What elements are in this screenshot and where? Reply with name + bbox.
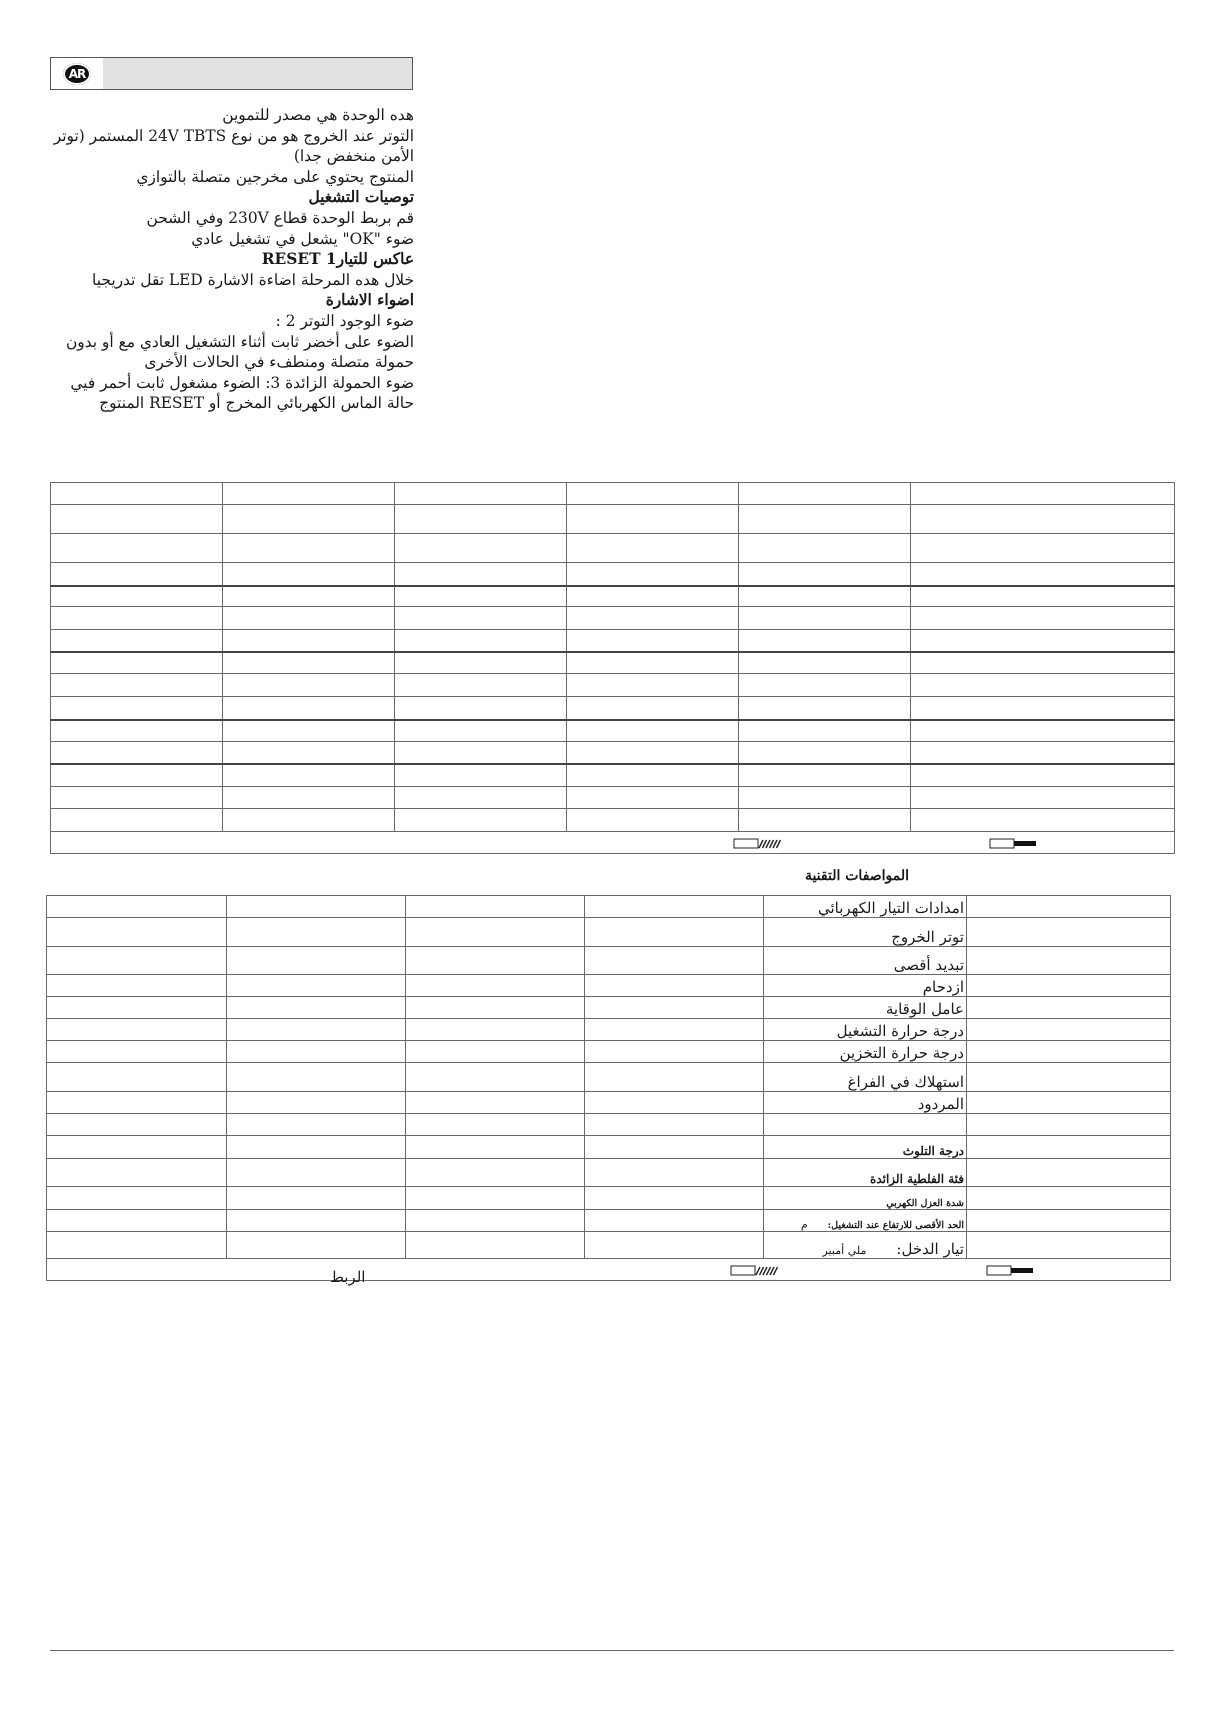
intro-line: ضوء الوجود التوتر 2 : (275, 311, 414, 330)
table-cell (911, 720, 1175, 742)
spec-value-cell (585, 1232, 764, 1259)
spec-label-text: شدة العزل الكهربي (886, 1198, 964, 1209)
intro-line: حالة الماس الكهربائي المخرج أو RESET المنتوج (99, 394, 414, 413)
table-row (51, 720, 1175, 742)
spec-value-cell (406, 975, 585, 997)
intro-line: الأمن منخفض جدا) (293, 147, 414, 166)
table-row (51, 607, 1175, 630)
spec-value-cell (406, 1232, 585, 1259)
table-cell (51, 809, 223, 832)
spec-label (764, 1232, 967, 1259)
table-cell (567, 630, 739, 652)
table-cell (739, 563, 911, 586)
spec-label (764, 975, 967, 997)
spec-value-cell (47, 947, 227, 975)
intro-line: المنتوج يحتوي على مخرجين متصلة بالتوازي (136, 167, 414, 186)
spec-value-cell (227, 1019, 406, 1041)
spec-value-cell (585, 1187, 764, 1210)
spec-value-cell (585, 1114, 764, 1136)
table-cell (739, 505, 911, 534)
spec-label (764, 896, 967, 918)
table-cell (739, 652, 911, 674)
spec-footer-row (47, 1259, 1171, 1281)
spec-row (47, 1159, 1171, 1187)
spec-value-cell (406, 1136, 585, 1159)
table-cell (223, 586, 395, 607)
spec-value-cell (47, 1114, 227, 1136)
spec-label (764, 918, 967, 947)
spec-value-cell (585, 1092, 764, 1114)
table-cell (51, 764, 223, 787)
spec-row (47, 1114, 1171, 1136)
table-cell (911, 742, 1175, 764)
spec-value-cell (585, 1019, 764, 1041)
technical-specs-title: المواصفات التقنية (804, 868, 910, 884)
table-cell (395, 697, 567, 720)
table-cell (223, 505, 395, 534)
spec-value-cell (967, 1019, 1171, 1041)
spec-row (47, 1092, 1171, 1114)
spec-value-cell (585, 918, 764, 947)
spec-row (47, 1232, 1171, 1259)
table-row (51, 534, 1175, 563)
spec-value-cell (47, 1019, 227, 1041)
spec-value-cell (406, 1187, 585, 1210)
language-badge-cell (51, 58, 103, 89)
spec-label-text: تيار الدخل: (896, 1240, 964, 1258)
spec-value-cell (227, 1232, 406, 1259)
spec-row (47, 947, 1171, 975)
spec-label (764, 1159, 967, 1187)
table-cell (395, 720, 567, 742)
spec-label-text: امدادات التيار الكهربائي (818, 899, 964, 917)
spec-value-cell (47, 1136, 227, 1159)
table-cell (567, 607, 739, 630)
technical-specs-table (46, 895, 1171, 1281)
spec-value-cell (227, 1092, 406, 1114)
table-cell (739, 787, 911, 809)
spec-value-cell (967, 1159, 1171, 1187)
table-cell (51, 720, 223, 742)
spec-value-cell (585, 975, 764, 997)
spec-value-cell (227, 1159, 406, 1187)
spec-value-cell (967, 1041, 1171, 1063)
spec-label-text: استهلاك في الفراغ (847, 1073, 964, 1091)
spec-label-text: درجة حرارة التخزين (839, 1044, 964, 1062)
spec-value-cell (47, 1210, 227, 1232)
intro-line: اضواء الاشارة (325, 291, 414, 310)
spec-row (47, 975, 1171, 997)
language-header-fill (103, 58, 412, 89)
spec-label-text: توتر الخروج (891, 928, 964, 946)
spec-value-cell (227, 1136, 406, 1159)
spec-value-cell (967, 1063, 1171, 1092)
spec-row (47, 1210, 1171, 1232)
table-cell (567, 563, 739, 586)
table-cell (567, 586, 739, 607)
spec-value-cell (967, 918, 1171, 947)
table-cell (51, 652, 223, 674)
table-cell (911, 787, 1175, 809)
table-row (51, 652, 1175, 674)
spec-value-cell (47, 1187, 227, 1210)
table-cell (395, 674, 567, 697)
spec-value-cell (227, 1187, 406, 1210)
table-cell (739, 764, 911, 787)
spec-row (47, 997, 1171, 1019)
solid-cable-icon (989, 838, 1039, 849)
table-cell (223, 563, 395, 586)
table-cell (223, 674, 395, 697)
table-cell (739, 674, 911, 697)
spec-value-cell (585, 1210, 764, 1232)
spec-unit: م (800, 1218, 808, 1231)
spec-label (764, 1187, 967, 1210)
spec-value-cell (585, 947, 764, 975)
table-cell (51, 674, 223, 697)
spec-label (764, 997, 967, 1019)
spec-label (764, 947, 967, 975)
spec-label-text: درجة حرارة التشغيل (836, 1022, 964, 1040)
spec-value-cell (47, 918, 227, 947)
table-cell (395, 505, 567, 534)
spec-value-cell (227, 1063, 406, 1092)
spec-value-cell (406, 1092, 585, 1114)
table-cell (567, 674, 739, 697)
table-cell (51, 607, 223, 630)
intro-line: الضوء على أخضر ثابت أثناء التشغيل العادي مع أو بدون (65, 332, 414, 351)
table-cell (51, 505, 223, 534)
intro-text (50, 105, 414, 414)
spec-value-cell (47, 1041, 227, 1063)
table-cell (739, 630, 911, 652)
spec-row (47, 1063, 1171, 1092)
spec-value-cell (967, 1092, 1171, 1114)
table-cell (567, 720, 739, 742)
table-cell (223, 697, 395, 720)
table-cell (739, 697, 911, 720)
spec-value-cell (967, 1210, 1171, 1232)
table-cell (911, 586, 1175, 607)
hatched-cable-icon (733, 838, 783, 849)
spec-value-cell (406, 997, 585, 1019)
spec-label (764, 1063, 967, 1092)
spec-value-cell (585, 896, 764, 918)
table-cell (739, 483, 911, 505)
spec-value-cell (406, 1041, 585, 1063)
spec-value-cell (47, 1063, 227, 1092)
table-cell (567, 764, 739, 787)
spec-value-cell (967, 947, 1171, 975)
spec-row (47, 1041, 1171, 1063)
spec-value-cell (406, 918, 585, 947)
spec-value-cell (47, 1232, 227, 1259)
table-cell (911, 483, 1175, 505)
spec-value-cell (227, 975, 406, 997)
cable-legend-cell (51, 832, 1175, 854)
spec-value-cell (406, 947, 585, 975)
spec-label-text: المردود (917, 1095, 964, 1113)
table-cell (223, 652, 395, 674)
table-cell (911, 607, 1175, 630)
spec-value-cell (585, 997, 764, 1019)
table-row (51, 563, 1175, 586)
table-cell (51, 787, 223, 809)
table-cell (911, 809, 1175, 832)
spec-value-cell (967, 1114, 1171, 1136)
table-footer-row (51, 832, 1175, 854)
table-row (51, 505, 1175, 534)
table-cell (567, 787, 739, 809)
table-cell (51, 534, 223, 563)
table-cell (911, 563, 1175, 586)
table-cell (223, 720, 395, 742)
table-cell (51, 483, 223, 505)
spec-row (47, 1136, 1171, 1159)
table-cell (739, 809, 911, 832)
table-cell (567, 534, 739, 563)
spec-label-text: تبديد أقصى (893, 956, 964, 974)
spec-value-cell (406, 1114, 585, 1136)
table-cell (739, 607, 911, 630)
spec-label (764, 1092, 967, 1114)
table-cell (567, 505, 739, 534)
intro-line: ضوء "OK" يشعل في تشغيل عادي (191, 229, 414, 248)
table-cell (911, 630, 1175, 652)
table-cell (223, 764, 395, 787)
spec-value-cell (967, 1136, 1171, 1159)
spec-value-cell (227, 896, 406, 918)
spec-value-cell (227, 1210, 406, 1232)
spec-value-cell (47, 896, 227, 918)
table-cell (395, 787, 567, 809)
table-cell (395, 630, 567, 652)
table-cell (739, 534, 911, 563)
spec-label-text: عامل الوقاية (885, 1000, 964, 1018)
solid-cable-icon (986, 1265, 1036, 1276)
spec-value-cell (585, 1159, 764, 1187)
spec-value-cell (967, 1187, 1171, 1210)
table-cell (395, 586, 567, 607)
table-cell (51, 586, 223, 607)
table-cell (911, 697, 1175, 720)
spec-row (47, 918, 1171, 947)
hatched-cable-icon (730, 1265, 780, 1276)
spec-value-cell (47, 975, 227, 997)
spec-value-cell (227, 1041, 406, 1063)
spec-value-cell (585, 1041, 764, 1063)
spec-label (764, 1019, 967, 1041)
table-row (51, 764, 1175, 787)
table-cell (395, 534, 567, 563)
intro-line: هده الوحدة هي مصدر للتموين (222, 106, 414, 124)
spec-row (47, 1187, 1171, 1210)
table-cell (395, 563, 567, 586)
table-cell (395, 483, 567, 505)
table-cell (739, 720, 911, 742)
spec-label (764, 1114, 967, 1136)
spec-value-cell (406, 1159, 585, 1187)
table-cell (51, 697, 223, 720)
table-cell (223, 809, 395, 832)
table-row (51, 674, 1175, 697)
spec-label-text: الحد الأقصى للارتفاع عند التشغيل: (827, 1220, 964, 1231)
table-cell (567, 652, 739, 674)
intro-line: عاكس للتيار1 RESET (261, 250, 414, 269)
table-cell (223, 787, 395, 809)
table-row (51, 630, 1175, 652)
table-cell (395, 652, 567, 674)
spec-value-cell (227, 918, 406, 947)
spec-value-cell (227, 947, 406, 975)
spec-value-cell (47, 1092, 227, 1114)
table-cell (567, 483, 739, 505)
table-cell (911, 652, 1175, 674)
table-cell (395, 764, 567, 787)
spec-value-cell (967, 975, 1171, 997)
spec-label-text: درجة التلوث (902, 1144, 964, 1158)
table-cell (911, 674, 1175, 697)
spec-value-cell (585, 1136, 764, 1159)
table-cell (51, 563, 223, 586)
table-cell (739, 742, 911, 764)
intro-line: توصيات التشغيل (308, 188, 414, 207)
spec-label (764, 1136, 967, 1159)
spec-value-cell (227, 1114, 406, 1136)
intro-line: قم بربط الوحدة قطاع 230V وفي الشحن (146, 208, 414, 227)
bottom-rule (50, 1650, 1174, 1651)
table-row (51, 483, 1175, 505)
table-cell (911, 534, 1175, 563)
table-cell (223, 534, 395, 563)
connection-label: الربط (330, 1268, 366, 1286)
table-row (51, 809, 1175, 832)
language-header (50, 57, 413, 90)
spec-value-cell (406, 1210, 585, 1232)
table-row (51, 742, 1175, 764)
table-cell (223, 607, 395, 630)
table-cell (51, 742, 223, 764)
spec-label (764, 1041, 967, 1063)
table-cell (567, 697, 739, 720)
intro-line: ضوء الحمولة الزائدة 3: الضوء مشغول ثابت أحمر فيي (70, 373, 414, 392)
spec-label-text: فئة الفلطية الزائدة (870, 1172, 964, 1186)
spec-row (47, 896, 1171, 918)
table-cell (395, 607, 567, 630)
intro-line: خلال هده المرحلة اضاءة الاشارة LED تقل تدريجيا (92, 270, 414, 289)
table-cell (911, 505, 1175, 534)
table-cell (567, 809, 739, 832)
spec-value-cell (406, 1019, 585, 1041)
spec-unit: ملي أمبير (822, 1244, 867, 1257)
spec-row (47, 1019, 1171, 1041)
spec-label-text: ازدحام (922, 978, 964, 996)
spec-value-cell (967, 1232, 1171, 1259)
table-cell (223, 630, 395, 652)
table-cell (567, 742, 739, 764)
table-row (51, 697, 1175, 720)
models-table (50, 482, 1175, 854)
cable-legend-cell (47, 1259, 1171, 1281)
table-cell (739, 586, 911, 607)
spec-value-cell (967, 997, 1171, 1019)
table-cell (223, 483, 395, 505)
table-cell (395, 809, 567, 832)
spec-value-cell (406, 896, 585, 918)
table-cell (911, 764, 1175, 787)
language-badge: AR (63, 63, 91, 85)
spec-value-cell (47, 1159, 227, 1187)
spec-label (764, 1210, 967, 1232)
intro-line: التوتر عند الخروج هو من نوع 24V TBTS المستمر (توتر (53, 126, 414, 145)
spec-value-cell (967, 896, 1171, 918)
spec-value-cell (406, 1063, 585, 1092)
spec-value-cell (47, 997, 227, 1019)
table-cell (223, 742, 395, 764)
table-cell (395, 742, 567, 764)
spec-value-cell (585, 1063, 764, 1092)
intro-line: حمولة متصلة ومنطفء في الحالات الأخرى (144, 353, 414, 372)
table-row (51, 787, 1175, 809)
table-cell (51, 630, 223, 652)
table-row (51, 586, 1175, 607)
spec-value-cell (227, 997, 406, 1019)
